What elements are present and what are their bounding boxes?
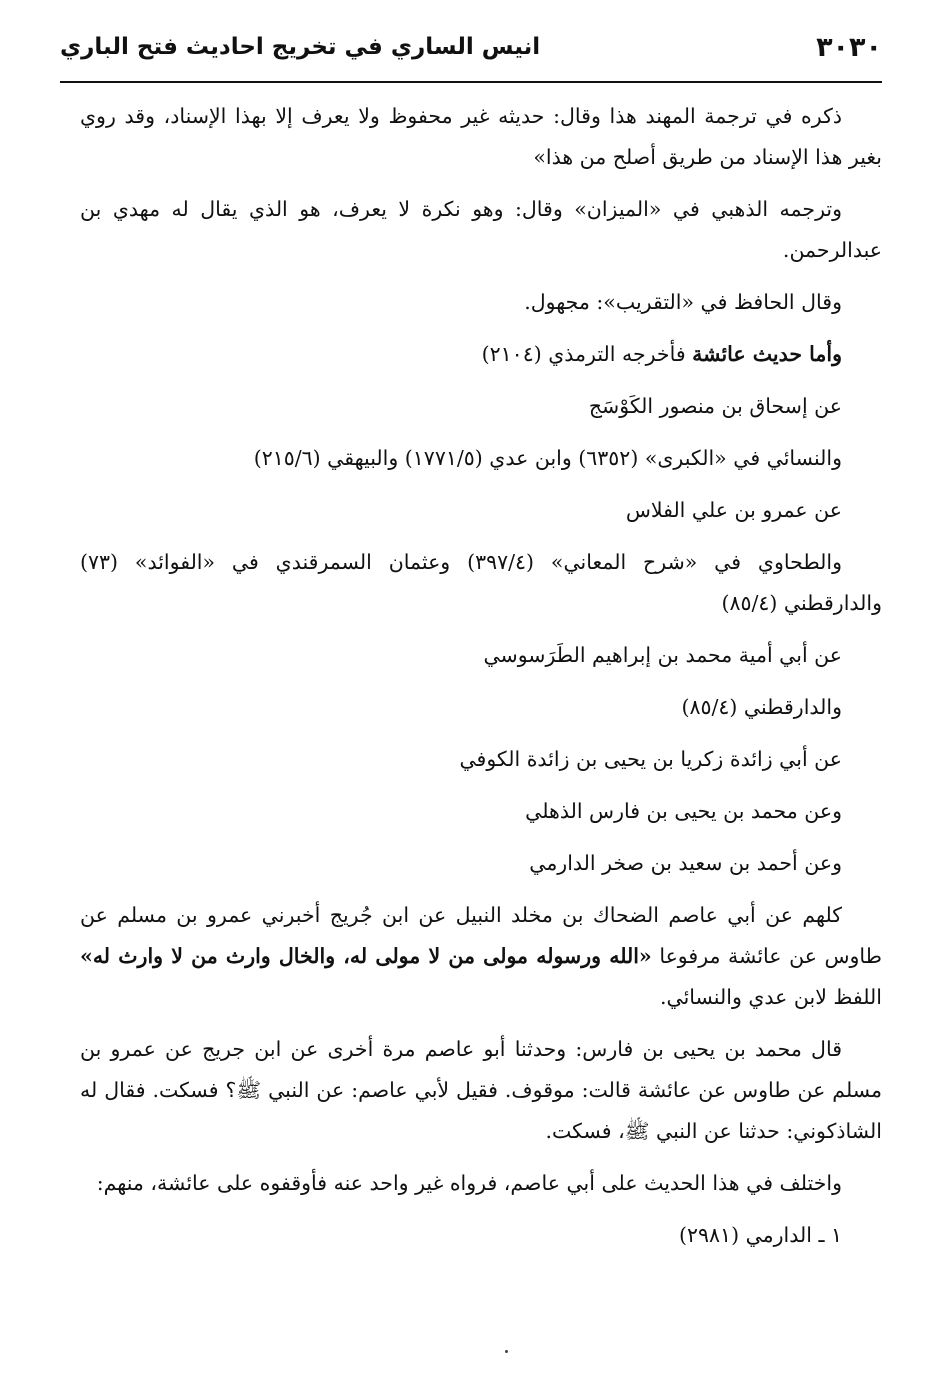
- line-narrator-tarsusi: عن أبي أمية محمد بن إبراهيم الطَرَسوسي: [483, 643, 842, 667]
- line-narrator-kawsaj: عن إسحاق بن منصور الكَوْسَج: [588, 394, 842, 418]
- paragraph-ibn-adi-quote: ذكره في ترجمة المهند هذا وقال: حديثه غير محفوظ ولا يعرف إلا بهذا الإسناد، وقد روي بغير هذا الإسناد من طريق أصلح من هذا»: [80, 104, 882, 169]
- paragraph-dhahabi-mizan: وترجمه الذهبي في «الميزان» وقال: وهو نكرة لا يعرف، هو الذي يقال له مهدي بن عبدالرحمن.: [80, 197, 882, 262]
- aisha-hadith-heading: وأما حديث عائشة: [692, 342, 842, 366]
- line-narrator-dhuhli: وعن محمد بن يحيى بن فارس الذهلي: [525, 799, 842, 823]
- line-narrator-abu-zaida: عن أبي زائدة زكريا بن يحيى بن زائدة الكوفي: [459, 747, 842, 771]
- isnad-text: كلهم عن أبي عاصم الضحاك بن مخلد النبيل عن ابن جُريج أخبرني عمرو بن مسلم عن طاوس عن عائشة مرفوعا: [80, 903, 882, 968]
- page-body: [80, 96, 882, 1256]
- paragraph-ibn-faris-report: قال محمد بن يحيى بن فارس: وحدثنا أبو عاصم مرة أخرى عن ابن جريج عن عمرو بن مسلم عن طاوس عن عائشة قالت: موقوف. فقيل لأبي عاصم: عن النبي ﷺ؟ فسكت. فقال له الشاذكوني: حدثنا عن النبي ﷺ، فسكت.: [80, 1037, 882, 1143]
- paragraph-disagreement: واختلف في هذا الحديث على أبي عاصم، فرواه غير واحد عنه فأوقفوه على عائشة، منهم:: [96, 1171, 842, 1195]
- page-number: ٣٠٣٠: [816, 32, 882, 63]
- line-taqrib: وقال الحافظ في «التقريب»: مجهول.: [524, 290, 842, 314]
- paragraph-hadith-text: [80, 895, 882, 1018]
- line-narrator-fallas: عن عمرو بن علي الفلاس: [625, 498, 842, 522]
- header-divider: [60, 81, 882, 83]
- line-narrator-darimi: وعن أحمد بن سعيد بن صخر الدارمي: [529, 851, 842, 875]
- paragraph-tahawi-references: والطحاوي في «شرح المعاني» (٣٩٧/٤) وعثمان السمرقندي في «الفوائد» (٧٣) والدارقطني (٨٥/٤): [80, 550, 882, 615]
- wording-note: اللفظ لابن عدي والنسائي.: [659, 985, 882, 1009]
- running-title: انيس الساري في تخريج احاديث فتح الباري: [60, 34, 541, 60]
- tirmidhi-reference: فأخرجه الترمذي (٢١٠٤): [481, 342, 693, 366]
- hadith-matn: «الله ورسوله مولى من لا مولى له، والخال وارث من لا وارث له»: [80, 944, 652, 968]
- line-nasai-references: والنسائي في «الكبرى» (٦٣٥٢) وابن عدي (١٧٧١/٥) والبيهقي (٢١٥/٦): [253, 446, 842, 470]
- footer-dot: [505, 1350, 508, 1353]
- list-item-darimi: ١ ـ الدارمي (٢٩٨١): [679, 1223, 842, 1247]
- line-daraqutni-reference: والدارقطني (٨٥/٤): [681, 695, 842, 719]
- line-aisha-hadith: [80, 334, 882, 375]
- page-header: [60, 30, 882, 80]
